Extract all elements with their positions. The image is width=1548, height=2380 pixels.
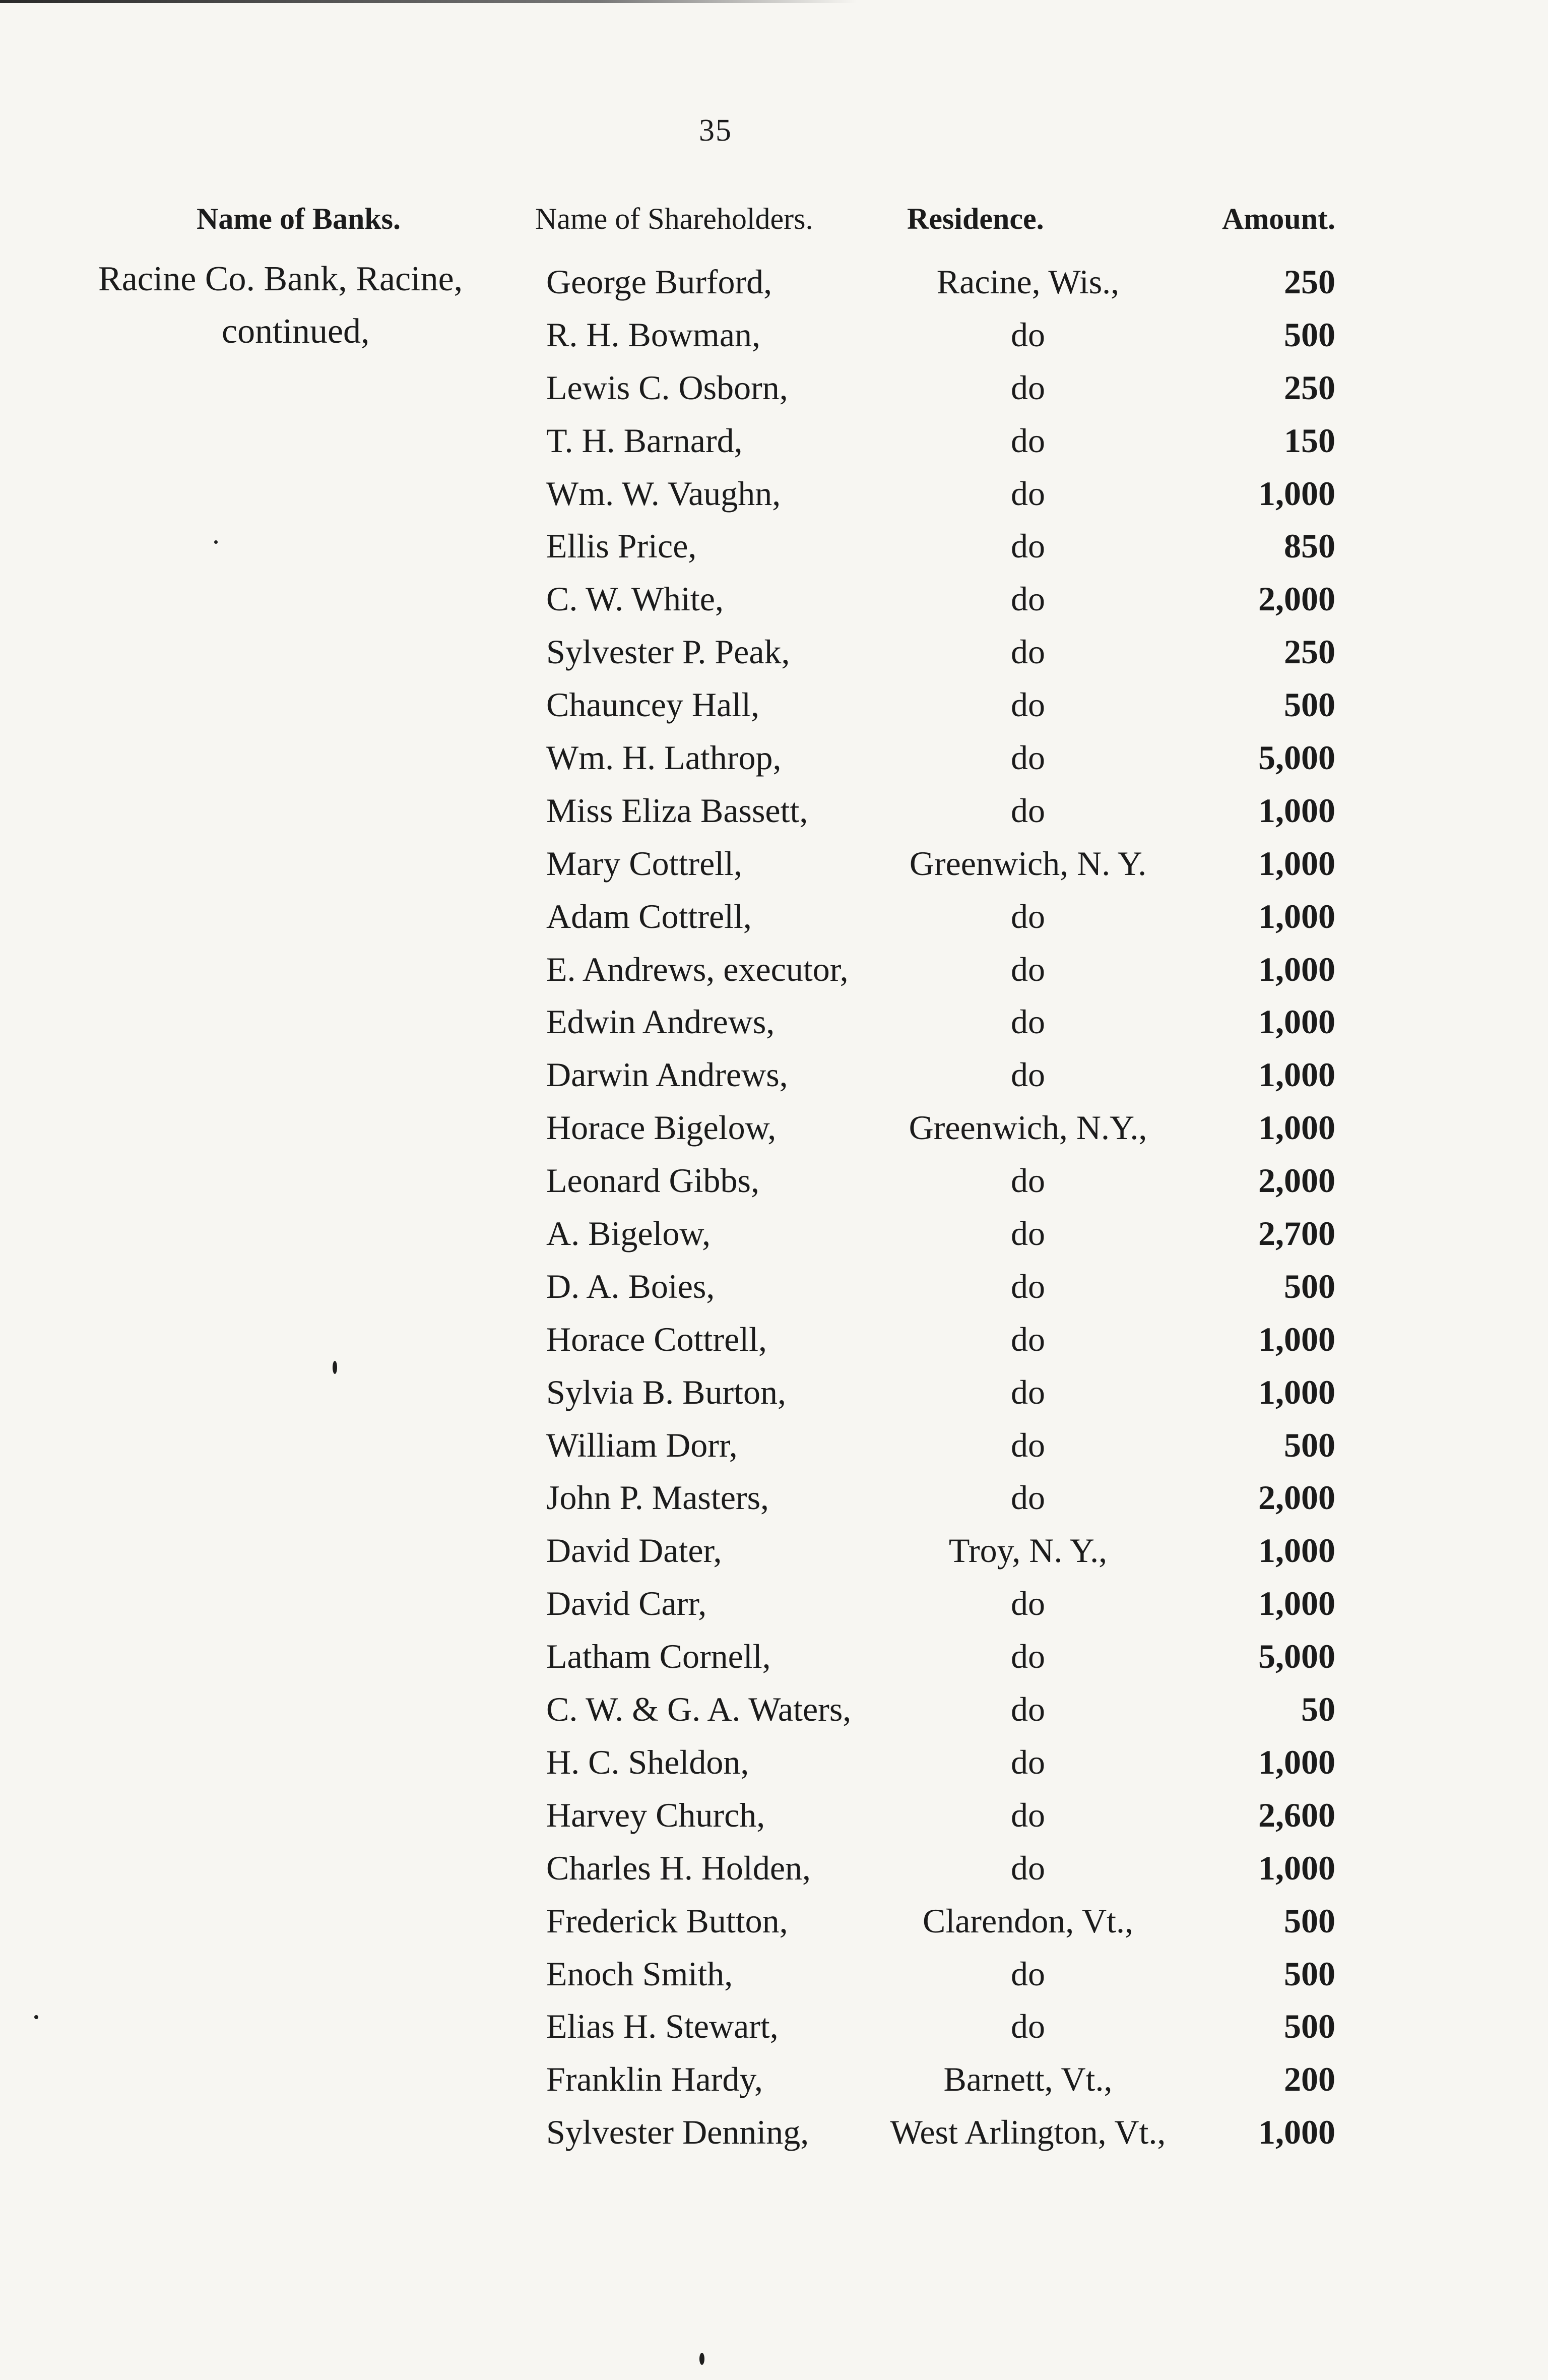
bank-name: Racine Co. Bank, Racine, [98, 260, 463, 298]
shareholder-name: D. A. Boies, [546, 1267, 715, 1305]
shareholder-amount: 1,000 [1258, 1003, 1335, 1041]
shareholder-residence: do [1011, 1055, 1045, 1094]
shareholder-name: A. Bigelow, [546, 1214, 711, 1253]
shareholder-name: Edwin Andrews, [546, 1003, 775, 1041]
shareholder-name: C. W. & G. A. Waters, [546, 1690, 852, 1729]
shareholder-amount: 1,000 [1258, 1055, 1335, 1094]
shareholder-residence: do [1011, 738, 1045, 777]
shareholder-amount: 2,000 [1258, 1161, 1335, 1200]
shareholder-name: John P. Masters, [546, 1478, 769, 1517]
shareholder-name: Harvey Church, [546, 1795, 765, 1834]
shareholder-residence: do [1011, 1320, 1045, 1358]
shareholder-residence: do [1011, 1848, 1045, 1887]
shareholder-amount: 250 [1284, 263, 1335, 301]
table-row [0, 363, 1548, 416]
header-banks: Name of Banks. [197, 202, 401, 235]
shareholder-residence: do [1011, 421, 1045, 460]
shareholder-amount: 5,000 [1258, 1637, 1335, 1676]
shareholder-name: Darwin Andrews, [546, 1055, 788, 1094]
shareholder-name: T. H. Barnard, [546, 421, 743, 460]
shareholder-amount: 200 [1284, 2060, 1335, 2099]
shareholder-amount: 1,000 [1258, 897, 1335, 935]
shareholder-name: George Burford, [546, 263, 772, 301]
shareholder-name: Elias H. Stewart, [546, 2007, 779, 2046]
shareholder-name: C. W. White, [546, 580, 724, 618]
table-row [0, 892, 1548, 945]
shareholder-residence: West Arlington, Vt., [890, 2113, 1166, 2152]
table-row [0, 627, 1548, 680]
table-row [0, 997, 1548, 1050]
shareholder-amount: 1,000 [1258, 1848, 1335, 1887]
table-row [0, 733, 1548, 786]
shareholder-amount: 2,600 [1258, 1795, 1335, 1834]
shareholder-residence: do [1011, 1637, 1045, 1676]
shareholder-amount: 500 [1284, 685, 1335, 724]
shareholder-residence: do [1011, 315, 1045, 354]
shareholder-name: H. C. Sheldon, [546, 1742, 749, 1781]
shareholder-amount: 2,000 [1258, 1478, 1335, 1517]
table-row [0, 521, 1548, 574]
shareholder-residence: do [1011, 580, 1045, 618]
shareholder-name: Franklin Hardy, [546, 2060, 763, 2099]
shareholder-residence: do [1011, 1161, 1045, 1200]
shareholder-amount: 150 [1284, 421, 1335, 460]
shareholder-residence: do [1011, 633, 1045, 671]
table-row [0, 1262, 1548, 1314]
table-row [0, 574, 1548, 627]
shareholder-name: Chauncey Hall, [546, 685, 759, 724]
shareholder-name: David Carr, [546, 1584, 707, 1623]
shareholder-amount: 2,000 [1258, 580, 1335, 618]
shareholder-amount: 250 [1284, 633, 1335, 671]
shareholder-residence: do [1011, 1372, 1045, 1411]
shareholder-residence: Greenwich, N. Y. [909, 844, 1147, 883]
ink-mark [214, 540, 218, 544]
shareholder-residence: do [1011, 1584, 1045, 1623]
shareholder-amount: 1,000 [1258, 1108, 1335, 1147]
shareholder-name: R. H. Bowman, [546, 315, 760, 354]
shareholder-residence: do [1011, 527, 1045, 566]
shareholder-residence: Greenwich, N.Y., [909, 1108, 1147, 1147]
ink-mark [34, 2015, 38, 2019]
table-row [0, 2107, 1548, 2160]
shareholder-residence: do [1011, 685, 1045, 724]
shareholder-amount: 5,000 [1258, 738, 1335, 777]
shareholder-amount: 1,000 [1258, 950, 1335, 988]
table-row [0, 310, 1548, 363]
shareholder-name: Leonard Gibbs, [546, 1161, 760, 1200]
shareholder-residence: do [1011, 950, 1045, 988]
table-row [0, 1367, 1548, 1420]
shareholder-residence: do [1011, 1954, 1045, 1993]
table-row [0, 2054, 1548, 2107]
shareholder-residence: do [1011, 897, 1045, 935]
table-row [0, 1843, 1548, 1896]
shareholder-amount: 1,000 [1258, 791, 1335, 830]
shareholder-name: Sylvester P. Peak, [546, 633, 790, 671]
shareholder-residence: Clarendon, Vt., [922, 1901, 1134, 1940]
shareholder-residence: do [1011, 1267, 1045, 1305]
shareholder-name: E. Andrews, executor, [546, 950, 849, 988]
table-row [0, 1103, 1548, 1156]
shareholder-amount: 500 [1284, 2007, 1335, 2046]
shareholder-residence: do [1011, 368, 1045, 407]
shareholder-table [0, 257, 1548, 2160]
shareholder-residence: Troy, N. Y., [948, 1531, 1108, 1570]
shareholder-amount: 500 [1284, 1267, 1335, 1305]
table-row [0, 257, 1548, 310]
shareholder-amount: 850 [1284, 527, 1335, 566]
ink-mark [333, 1361, 337, 1374]
shareholder-name: Horace Bigelow, [546, 1108, 777, 1147]
page-edge-rule [0, 0, 857, 3]
shareholder-amount: 50 [1301, 1690, 1335, 1729]
table-row [0, 1050, 1548, 1103]
table-row [0, 786, 1548, 839]
shareholder-name: Miss Eliza Bassett, [546, 791, 808, 830]
shareholder-amount: 1,000 [1258, 844, 1335, 883]
shareholder-amount: 2,700 [1258, 1214, 1335, 1253]
shareholder-name: Enoch Smith, [546, 1954, 733, 1993]
table-row [0, 945, 1548, 997]
shareholder-residence: do [1011, 1425, 1045, 1464]
table-row [0, 2001, 1548, 2054]
shareholder-name: David Dater, [546, 1531, 722, 1570]
shareholder-name: Wm. H. Lathrop, [546, 738, 782, 777]
table-row [0, 1209, 1548, 1262]
shareholder-amount: 500 [1284, 1901, 1335, 1940]
shareholder-amount: 250 [1284, 368, 1335, 407]
shareholder-amount: 1,000 [1258, 2113, 1335, 2152]
shareholder-residence: Barnett, Vt., [943, 2060, 1113, 2099]
bank-continued: continued, [222, 312, 370, 351]
shareholder-residence: do [1011, 1795, 1045, 1834]
shareholder-amount: 1,000 [1258, 1372, 1335, 1411]
shareholder-residence: Racine, Wis., [936, 263, 1120, 301]
shareholder-name: Mary Cottrell, [546, 844, 743, 883]
table-row [0, 416, 1548, 469]
table-row [0, 680, 1548, 733]
shareholder-residence: do [1011, 474, 1045, 513]
shareholder-residence: do [1011, 1214, 1045, 1253]
shareholder-amount: 500 [1284, 1954, 1335, 1993]
shareholder-amount: 1,000 [1258, 1320, 1335, 1358]
header-amount: Amount. [1221, 202, 1335, 235]
shareholder-residence: do [1011, 1478, 1045, 1517]
table-row [0, 1790, 1548, 1843]
shareholder-amount: 1,000 [1258, 474, 1335, 513]
shareholder-name: Sylvia B. Burton, [546, 1372, 787, 1411]
shareholder-name: Horace Cottrell, [546, 1320, 767, 1358]
shareholder-amount: 500 [1284, 1425, 1335, 1464]
table-row [0, 839, 1548, 892]
shareholder-residence: do [1011, 1003, 1045, 1041]
header-shareholders: Name of Shareholders. [535, 202, 813, 235]
shareholder-amount: 1,000 [1258, 1584, 1335, 1623]
table-row [0, 1156, 1548, 1209]
shareholder-name: Wm. W. Vaughn, [546, 474, 781, 513]
shareholder-name: Charles H. Holden, [546, 1848, 811, 1887]
shareholder-amount: 1,000 [1258, 1531, 1335, 1570]
shareholder-name: Lewis C. Osborn, [546, 368, 788, 407]
shareholder-name: Adam Cottrell, [546, 897, 752, 935]
table-row [0, 469, 1548, 522]
table-row [0, 1737, 1548, 1790]
table-row [0, 1684, 1548, 1737]
table-header [0, 202, 1548, 247]
shareholder-name: Frederick Button, [546, 1901, 788, 1940]
shareholder-amount: 1,000 [1258, 1742, 1335, 1781]
table-row [0, 1526, 1548, 1579]
shareholder-residence: do [1011, 791, 1045, 830]
shareholder-residence: do [1011, 2007, 1045, 2046]
table-row [0, 1314, 1548, 1367]
shareholder-name: Ellis Price, [546, 527, 697, 566]
table-row [0, 1632, 1548, 1684]
table-row [0, 1579, 1548, 1632]
page-number: 35 [699, 113, 732, 148]
table-row [0, 1473, 1548, 1526]
shareholder-residence: do [1011, 1690, 1045, 1729]
header-residence: Residence. [907, 202, 1044, 235]
shareholder-name: Latham Cornell, [546, 1637, 771, 1676]
shareholder-amount: 500 [1284, 315, 1335, 354]
table-row [0, 1420, 1548, 1473]
table-row [0, 1949, 1548, 2002]
shareholder-name: William Dorr, [546, 1425, 738, 1464]
ink-mark [699, 2353, 704, 2365]
shareholder-residence: do [1011, 1742, 1045, 1781]
shareholder-name: Sylvester Denning, [546, 2113, 809, 2152]
table-row [0, 1896, 1548, 1949]
